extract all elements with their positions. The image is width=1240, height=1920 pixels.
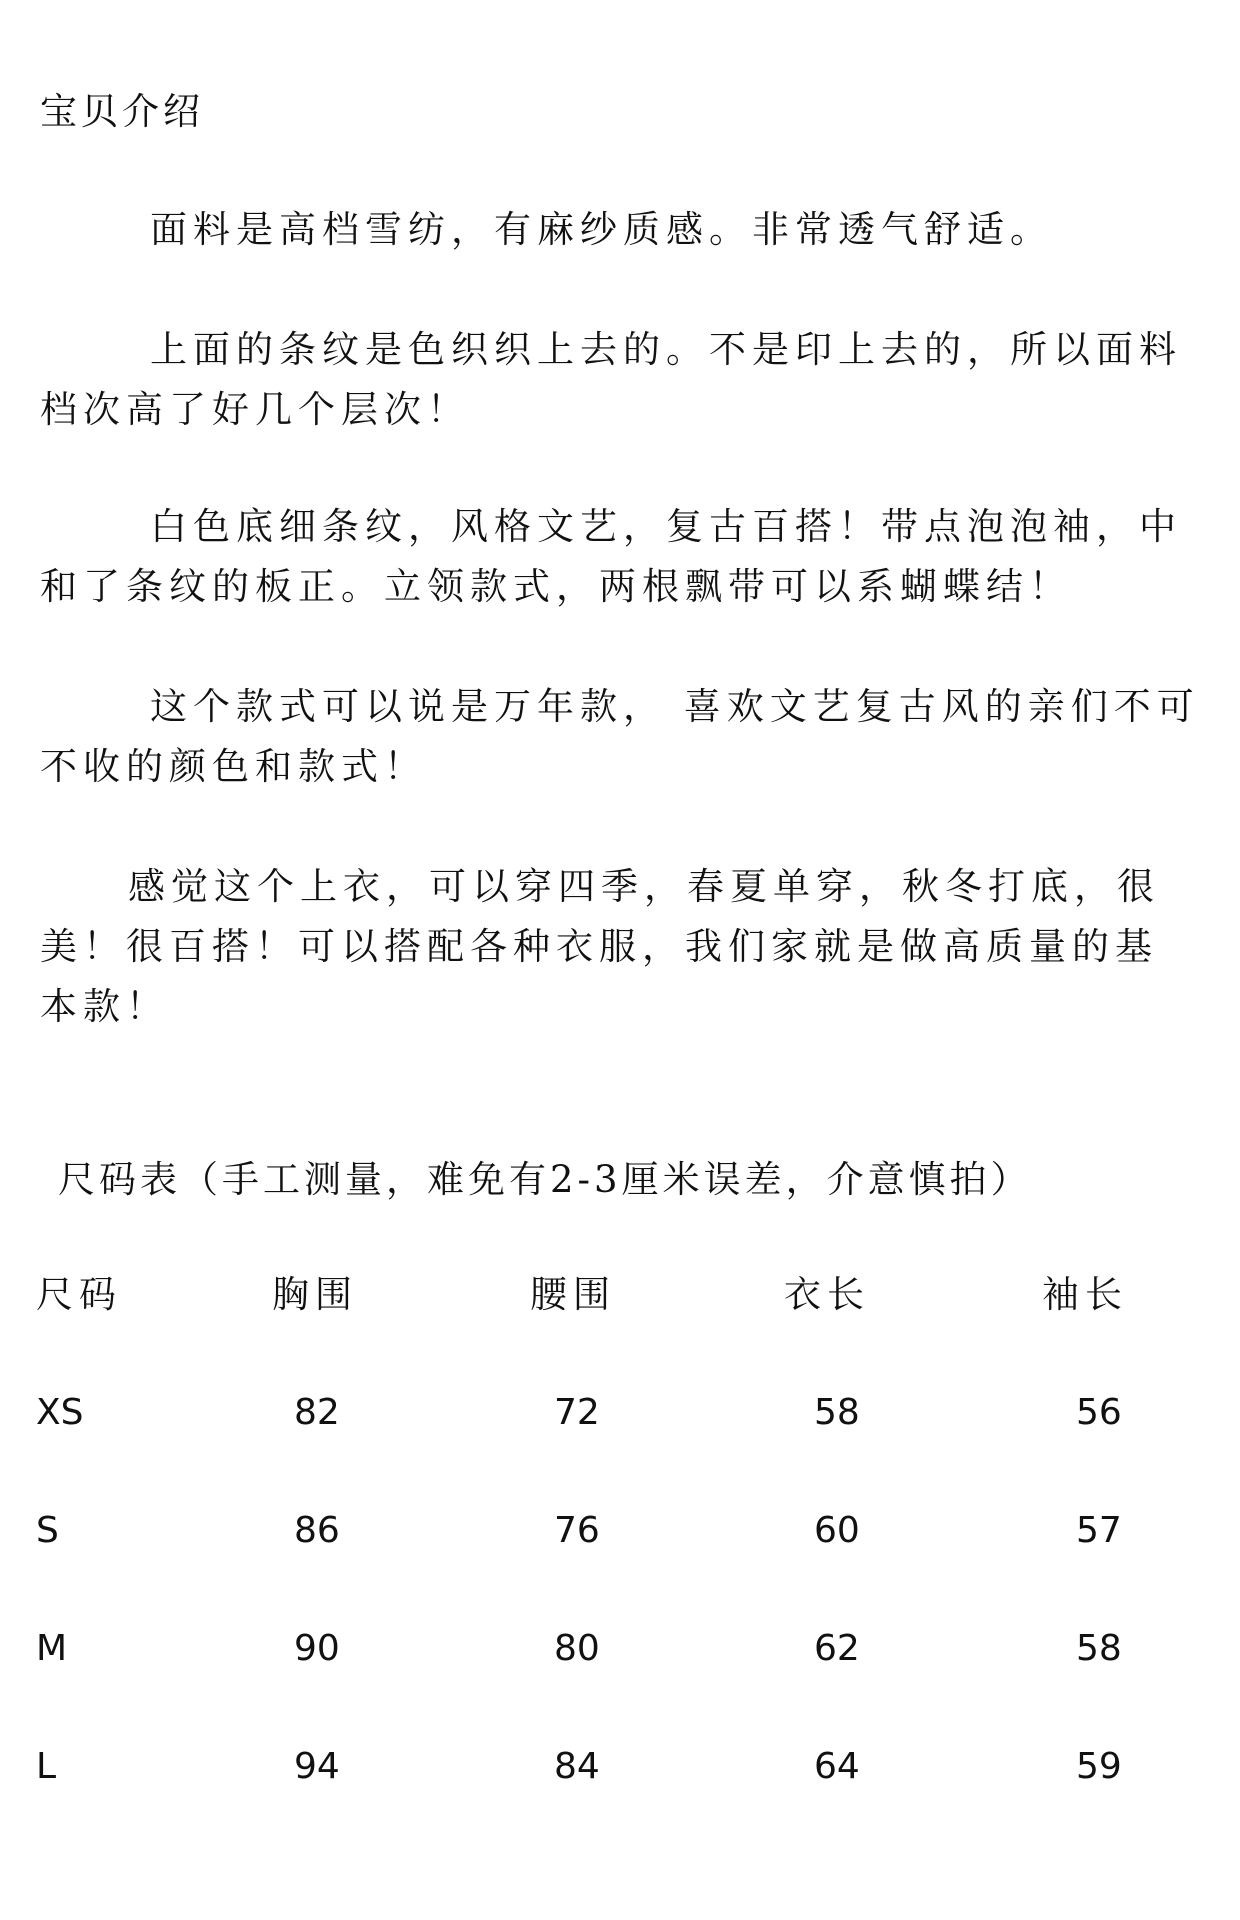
table-row xyxy=(36,1624,1206,1742)
cell-length: 62 xyxy=(814,1628,860,1669)
cell-chest: 90 xyxy=(294,1628,340,1669)
paragraph-text: 这个款式可以说是万年款， 喜欢文艺复古风的亲们不可不收的颜色和款式！ xyxy=(40,685,1200,788)
header-size: 尺码 xyxy=(36,1273,122,1316)
size-table-title: 尺码表（手工测量，难免有2-3厘米误差，介意慎拍） xyxy=(58,1158,1032,1201)
cell-length: 64 xyxy=(814,1746,860,1787)
cell-size: L xyxy=(36,1746,57,1787)
cell-sleeve: 57 xyxy=(1076,1510,1122,1551)
size-table-header-row xyxy=(36,1270,1206,1388)
cell-sleeve: 58 xyxy=(1076,1628,1122,1669)
cell-waist: 76 xyxy=(554,1510,600,1551)
cell-chest: 82 xyxy=(294,1392,340,1433)
cell-sleeve: 56 xyxy=(1076,1392,1122,1433)
cell-chest: 94 xyxy=(294,1746,340,1787)
paragraph-text: 白色底细条纹，风格文艺，复古百搭！带点泡泡袖，中和了条纹的板正。立领款式，两根飘带可以系蝴蝶结！ xyxy=(40,505,1182,608)
size-table xyxy=(36,1270,1206,1860)
cell-size: S xyxy=(36,1510,59,1551)
section-heading: 宝贝介绍 xyxy=(40,90,204,133)
description-paragraph-stripes xyxy=(40,320,1200,440)
cell-chest: 86 xyxy=(294,1510,340,1551)
cell-size: XS xyxy=(36,1392,84,1433)
cell-waist: 80 xyxy=(554,1628,600,1669)
cell-sleeve: 59 xyxy=(1076,1746,1122,1787)
description-paragraph-classic xyxy=(40,677,1200,797)
table-row xyxy=(36,1388,1206,1506)
description-paragraph-seasons xyxy=(40,857,1200,1037)
description-paragraph-fabric xyxy=(40,200,1200,260)
cell-length: 58 xyxy=(814,1392,860,1433)
paragraph-text: 面料是高档雪纺，有麻纱质感。非常透气舒适。 xyxy=(150,208,1053,251)
paragraph-text: 上面的条纹是色织织上去的。不是印上去的，所以面料档次高了好几个层次！ xyxy=(40,328,1182,431)
cell-size: M xyxy=(36,1628,68,1669)
cell-length: 60 xyxy=(814,1510,860,1551)
header-chest: 胸围 xyxy=(272,1273,358,1316)
table-row xyxy=(36,1506,1206,1624)
description-paragraph-style xyxy=(40,497,1200,617)
header-sleeve: 袖长 xyxy=(1042,1273,1128,1316)
header-length: 衣长 xyxy=(784,1273,870,1316)
header-waist: 腰围 xyxy=(530,1273,616,1316)
table-row xyxy=(36,1742,1206,1860)
paragraph-text: 感觉这个上衣，可以穿四季，春夏单穿，秋冬打底，很美！很百搭！可以搭配各种衣服，我们家就是做高质量的基本款！ xyxy=(40,865,1160,1028)
cell-waist: 84 xyxy=(554,1746,600,1787)
cell-waist: 72 xyxy=(554,1392,600,1433)
